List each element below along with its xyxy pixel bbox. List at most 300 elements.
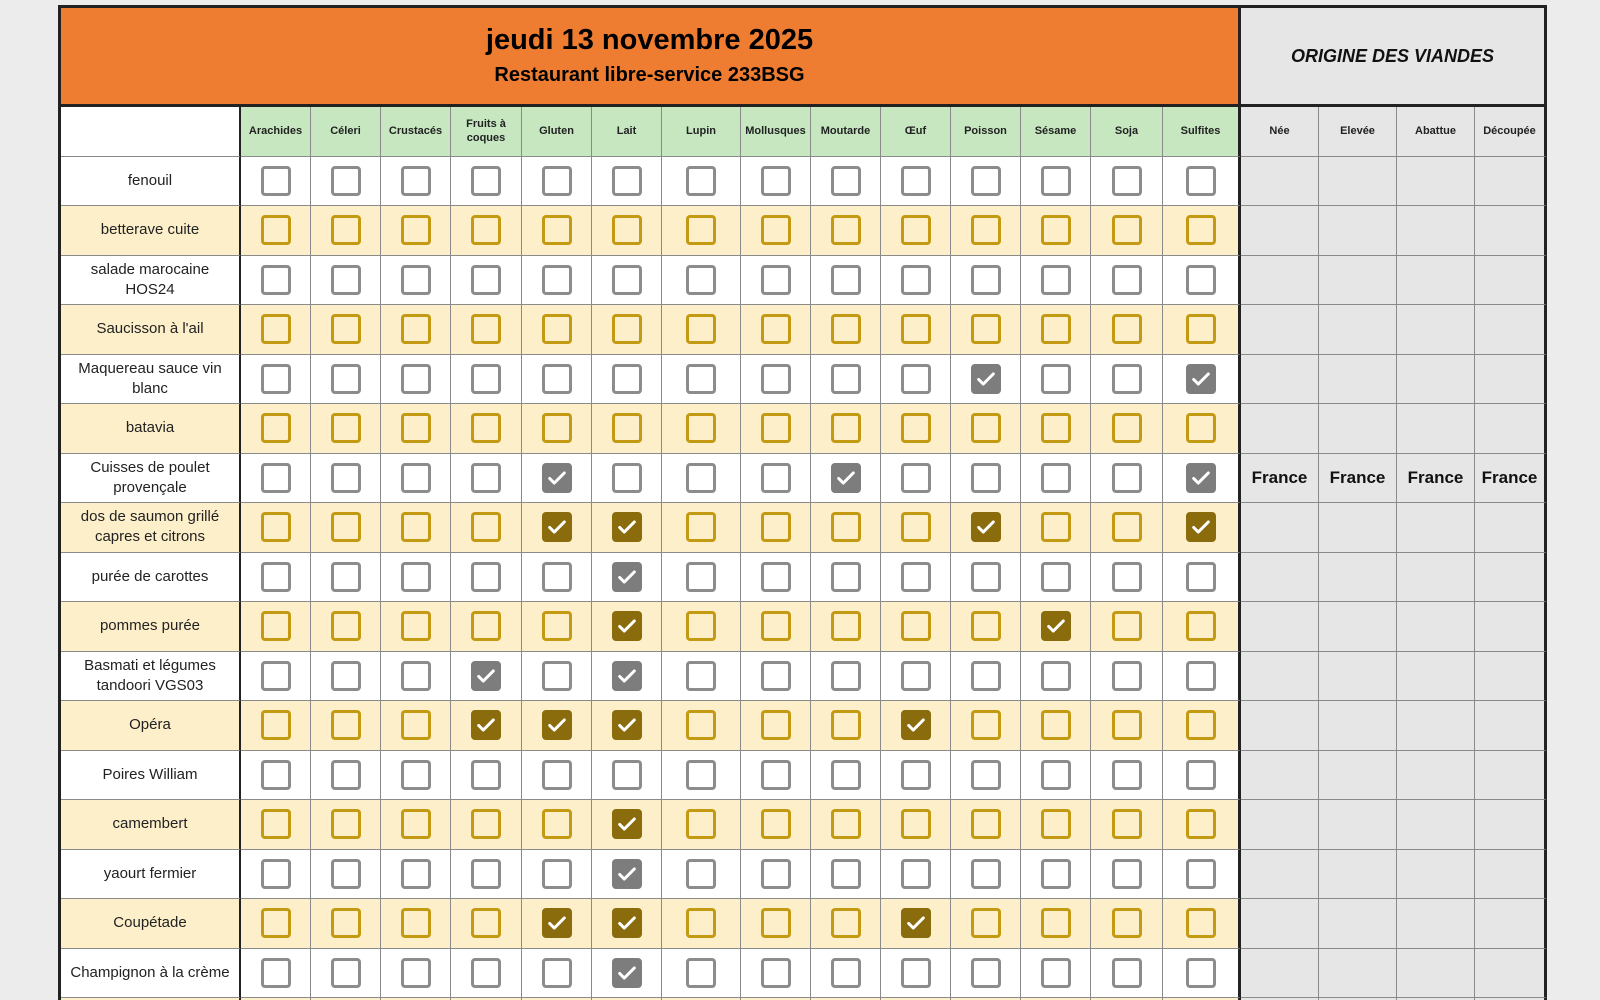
- allergen-checkbox-sesame[interactable]: [1041, 463, 1071, 493]
- allergen-checkbox-gluten[interactable]: [542, 166, 572, 196]
- allergen-checkbox-gluten[interactable]: [542, 859, 572, 889]
- allergen-checkbox-oeuf[interactable]: [901, 364, 931, 394]
- allergen-checkbox-moutarde[interactable]: [831, 215, 861, 245]
- allergen-checkbox-lait[interactable]: [612, 512, 642, 542]
- allergen-checkbox-fruits-a-coques[interactable]: [471, 512, 501, 542]
- allergen-checkbox-gluten[interactable]: [542, 809, 572, 839]
- allergen-checkbox-arachides[interactable]: [261, 908, 291, 938]
- allergen-checkbox-crustaces[interactable]: [401, 661, 431, 691]
- allergen-checkbox-sulfites[interactable]: [1186, 908, 1216, 938]
- origin-cell-abattue: [1397, 899, 1475, 949]
- allergen-checkbox-sesame[interactable]: [1041, 710, 1071, 740]
- allergen-checkbox-soja[interactable]: [1112, 215, 1142, 245]
- allergen-checkbox-oeuf[interactable]: [901, 908, 931, 938]
- allergen-checkbox-oeuf[interactable]: [901, 562, 931, 592]
- allergen-checkbox-fruits-a-coques[interactable]: [471, 908, 501, 938]
- allergen-cell: [241, 652, 311, 702]
- allergen-cell: [522, 652, 592, 702]
- origin-cell-nee: [1241, 850, 1319, 900]
- allergen-cell: [311, 602, 381, 652]
- allergen-checkbox-sesame[interactable]: [1041, 908, 1071, 938]
- allergen-checkbox-lait[interactable]: [612, 661, 642, 691]
- allergen-checkbox-crustaces[interactable]: [401, 265, 431, 295]
- allergen-checkbox-arachides[interactable]: [261, 661, 291, 691]
- allergen-checkbox-sulfites[interactable]: [1186, 364, 1216, 394]
- allergen-checkbox-soja[interactable]: [1112, 562, 1142, 592]
- allergen-checkbox-gluten[interactable]: [542, 314, 572, 344]
- allergen-checkbox-poisson[interactable]: [971, 562, 1001, 592]
- allergen-checkbox-mollusques[interactable]: [761, 859, 791, 889]
- allergen-checkbox-crustaces[interactable]: [401, 760, 431, 790]
- allergen-checkbox-soja[interactable]: [1112, 809, 1142, 839]
- allergen-checkbox-gluten[interactable]: [542, 562, 572, 592]
- allergen-checkbox-lupin[interactable]: [686, 314, 716, 344]
- allergen-checkbox-fruits-a-coques[interactable]: [471, 760, 501, 790]
- allergen-cell: [311, 949, 381, 999]
- allergen-checkbox-gluten[interactable]: [542, 463, 572, 493]
- allergen-cell: [1021, 206, 1091, 256]
- allergen-checkbox-lupin[interactable]: [686, 166, 716, 196]
- allergen-checkbox-mollusques[interactable]: [761, 166, 791, 196]
- allergen-checkbox-poisson[interactable]: [971, 661, 1001, 691]
- allergen-checkbox-gluten[interactable]: [542, 611, 572, 641]
- allergen-checkbox-soja[interactable]: [1112, 463, 1142, 493]
- allergen-checkbox-fruits-a-coques[interactable]: [471, 661, 501, 691]
- allergen-checkbox-celeri[interactable]: [331, 413, 361, 443]
- allergen-checkbox-oeuf[interactable]: [901, 463, 931, 493]
- allergen-cell: [311, 751, 381, 801]
- allergen-cell: [381, 701, 451, 751]
- allergen-checkbox-fruits-a-coques[interactable]: [471, 958, 501, 988]
- allergen-checkbox-arachides[interactable]: [261, 611, 291, 641]
- allergen-checkbox-soja[interactable]: [1112, 166, 1142, 196]
- origin-cell-elevee: [1319, 701, 1397, 751]
- allergen-checkbox-fruits-a-coques[interactable]: [471, 265, 501, 295]
- allergen-checkbox-sesame[interactable]: [1041, 166, 1071, 196]
- allergen-checkbox-crustaces[interactable]: [401, 314, 431, 344]
- allergen-checkbox-lait[interactable]: [612, 413, 642, 443]
- allergen-checkbox-moutarde[interactable]: [831, 562, 861, 592]
- allergen-checkbox-sulfites[interactable]: [1186, 710, 1216, 740]
- allergen-checkbox-sesame[interactable]: [1041, 809, 1071, 839]
- allergen-checkbox-moutarde[interactable]: [831, 413, 861, 443]
- allergen-checkbox-poisson[interactable]: [971, 809, 1001, 839]
- allergen-cell: [1091, 751, 1163, 801]
- allergen-checkbox-sulfites[interactable]: [1186, 413, 1216, 443]
- allergen-checkbox-moutarde[interactable]: [831, 265, 861, 295]
- allergen-cell: [741, 553, 811, 603]
- allergen-checkbox-oeuf[interactable]: [901, 809, 931, 839]
- origin-cell-nee: [1241, 503, 1319, 553]
- allergen-checkbox-mollusques[interactable]: [761, 265, 791, 295]
- allergen-checkbox-arachides[interactable]: [261, 710, 291, 740]
- allergen-checkbox-lupin[interactable]: [686, 908, 716, 938]
- allergen-checkbox-celeri[interactable]: [331, 215, 361, 245]
- allergen-checkbox-lupin[interactable]: [686, 661, 716, 691]
- allergen-checkbox-sesame[interactable]: [1041, 859, 1071, 889]
- allergen-checkbox-lait[interactable]: [612, 364, 642, 394]
- allergen-checkbox-crustaces[interactable]: [401, 562, 431, 592]
- allergen-checkbox-mollusques[interactable]: [761, 413, 791, 443]
- allergen-cell: [451, 503, 522, 553]
- origin-cell-abattue: [1397, 305, 1475, 355]
- allergen-checkbox-moutarde[interactable]: [831, 958, 861, 988]
- allergen-checkbox-crustaces[interactable]: [401, 611, 431, 641]
- allergen-checkbox-arachides[interactable]: [261, 413, 291, 443]
- allergen-checkbox-lupin[interactable]: [686, 265, 716, 295]
- allergen-checkbox-oeuf[interactable]: [901, 215, 931, 245]
- allergen-checkbox-poisson[interactable]: [971, 512, 1001, 542]
- title-banner: [61, 8, 1241, 107]
- allergen-checkbox-moutarde[interactable]: [831, 463, 861, 493]
- allergen-checkbox-mollusques[interactable]: [761, 463, 791, 493]
- allergen-checkbox-gluten[interactable]: [542, 512, 572, 542]
- allergen-checkbox-arachides[interactable]: [261, 364, 291, 394]
- dish-name: Maquereau sauce vin blanc: [61, 355, 241, 405]
- allergen-checkbox-fruits-a-coques[interactable]: [471, 364, 501, 394]
- allergen-checkbox-fruits-a-coques[interactable]: [471, 314, 501, 344]
- allergen-checkbox-sesame[interactable]: [1041, 562, 1071, 592]
- allergen-cell: [662, 404, 741, 454]
- allergen-checkbox-gluten[interactable]: [542, 661, 572, 691]
- allergen-checkbox-gluten[interactable]: [542, 265, 572, 295]
- allergen-checkbox-moutarde[interactable]: [831, 859, 861, 889]
- allergen-checkbox-celeri[interactable]: [331, 958, 361, 988]
- allergen-checkbox-sesame[interactable]: [1041, 512, 1071, 542]
- allergen-cell: [451, 701, 522, 751]
- allergen-checkbox-oeuf[interactable]: [901, 611, 931, 641]
- allergen-checkbox-mollusques[interactable]: [761, 611, 791, 641]
- allergen-checkbox-fruits-a-coques[interactable]: [471, 809, 501, 839]
- allergen-cell: [662, 701, 741, 751]
- allergen-cell: [881, 256, 951, 306]
- allergen-checkbox-arachides[interactable]: [261, 314, 291, 344]
- allergen-checkbox-mollusques[interactable]: [761, 908, 791, 938]
- allergen-checkbox-oeuf[interactable]: [901, 314, 931, 344]
- allergen-checkbox-lait[interactable]: [612, 760, 642, 790]
- allergen-cell: [662, 602, 741, 652]
- origin-cell-decoupee: [1475, 206, 1547, 256]
- allergen-checkbox-lait[interactable]: [612, 908, 642, 938]
- allergen-checkbox-gluten[interactable]: [542, 364, 572, 394]
- allergen-checkbox-lait[interactable]: [612, 562, 642, 592]
- allergen-checkbox-lupin[interactable]: [686, 710, 716, 740]
- allergen-header-moutarde: Moutarde: [811, 107, 881, 157]
- allergen-checkbox-celeri[interactable]: [331, 463, 361, 493]
- allergen-cell: [1091, 850, 1163, 900]
- allergen-checkbox-mollusques[interactable]: [761, 215, 791, 245]
- allergen-checkbox-lupin[interactable]: [686, 215, 716, 245]
- allergen-checkbox-lait[interactable]: [612, 463, 642, 493]
- allergen-checkbox-mollusques[interactable]: [761, 661, 791, 691]
- allergen-cell: [451, 256, 522, 306]
- allergen-checkbox-lait[interactable]: [612, 611, 642, 641]
- allergen-checkbox-crustaces[interactable]: [401, 512, 431, 542]
- allergen-checkbox-arachides[interactable]: [261, 215, 291, 245]
- allergen-checkbox-sulfites[interactable]: [1186, 215, 1216, 245]
- allergen-checkbox-crustaces[interactable]: [401, 364, 431, 394]
- allergen-checkbox-sesame[interactable]: [1041, 958, 1071, 988]
- allergen-checkbox-sesame[interactable]: [1041, 265, 1071, 295]
- allergen-checkbox-crustaces[interactable]: [401, 463, 431, 493]
- allergen-checkbox-oeuf[interactable]: [901, 760, 931, 790]
- allergen-checkbox-fruits-a-coques[interactable]: [471, 215, 501, 245]
- allergen-cell: [662, 355, 741, 405]
- allergen-checkbox-soja[interactable]: [1112, 958, 1142, 988]
- allergen-checkbox-poisson[interactable]: [971, 413, 1001, 443]
- allergen-checkbox-poisson[interactable]: [971, 611, 1001, 641]
- allergen-checkbox-moutarde[interactable]: [831, 809, 861, 839]
- allergen-checkbox-lait[interactable]: [612, 958, 642, 988]
- allergen-header-lupin: Lupin: [662, 107, 741, 157]
- allergen-checkbox-sulfites[interactable]: [1186, 562, 1216, 592]
- allergen-checkbox-sesame[interactable]: [1041, 760, 1071, 790]
- allergen-header-poisson: Poisson: [951, 107, 1021, 157]
- allergen-cell: [662, 157, 741, 207]
- allergen-checkbox-celeri[interactable]: [331, 908, 361, 938]
- allergen-checkbox-crustaces[interactable]: [401, 710, 431, 740]
- allergen-checkbox-lait[interactable]: [612, 314, 642, 344]
- allergen-checkbox-gluten[interactable]: [542, 215, 572, 245]
- allergen-cell: [1091, 949, 1163, 999]
- allergen-cell: [592, 899, 662, 949]
- allergen-checkbox-lupin[interactable]: [686, 958, 716, 988]
- allergen-checkbox-moutarde[interactable]: [831, 908, 861, 938]
- allergen-cell: [381, 949, 451, 999]
- allergen-checkbox-moutarde[interactable]: [831, 512, 861, 542]
- allergen-checkbox-crustaces[interactable]: [401, 215, 431, 245]
- allergen-checkbox-lait[interactable]: [612, 166, 642, 196]
- allergen-checkbox-arachides[interactable]: [261, 760, 291, 790]
- allergen-cell: [811, 503, 881, 553]
- allergen-checkbox-sulfites[interactable]: [1186, 265, 1216, 295]
- allergen-checkbox-soja[interactable]: [1112, 265, 1142, 295]
- allergen-checkbox-fruits-a-coques[interactable]: [471, 166, 501, 196]
- allergen-checkbox-sesame[interactable]: [1041, 661, 1071, 691]
- allergen-checkbox-arachides[interactable]: [261, 512, 291, 542]
- allergen-checkbox-soja[interactable]: [1112, 710, 1142, 740]
- allergen-checkbox-poisson[interactable]: [971, 265, 1001, 295]
- allergen-checkbox-oeuf[interactable]: [901, 958, 931, 988]
- allergen-checkbox-celeri[interactable]: [331, 314, 361, 344]
- allergen-cell: [1163, 305, 1241, 355]
- allergen-checkbox-moutarde[interactable]: [831, 710, 861, 740]
- allergen-cell: [592, 256, 662, 306]
- allergen-checkbox-fruits-a-coques[interactable]: [471, 710, 501, 740]
- allergen-checkbox-arachides[interactable]: [261, 859, 291, 889]
- allergen-checkbox-soja[interactable]: [1112, 760, 1142, 790]
- allergen-cell: [741, 602, 811, 652]
- allergen-checkbox-celeri[interactable]: [331, 512, 361, 542]
- allergen-checkbox-lupin[interactable]: [686, 760, 716, 790]
- allergen-checkbox-soja[interactable]: [1112, 364, 1142, 394]
- allergen-checkbox-sulfites[interactable]: [1186, 611, 1216, 641]
- allergen-checkbox-crustaces[interactable]: [401, 413, 431, 443]
- allergen-checkbox-fruits-a-coques[interactable]: [471, 611, 501, 641]
- allergen-checkbox-poisson[interactable]: [971, 710, 1001, 740]
- allergen-checkbox-soja[interactable]: [1112, 413, 1142, 443]
- allergen-checkbox-oeuf[interactable]: [901, 265, 931, 295]
- allergen-checkbox-celeri[interactable]: [331, 760, 361, 790]
- allergen-checkbox-sulfites[interactable]: [1186, 760, 1216, 790]
- allergen-checkbox-oeuf[interactable]: [901, 710, 931, 740]
- allergen-cell: [522, 256, 592, 306]
- allergen-checkbox-celeri[interactable]: [331, 710, 361, 740]
- allergen-checkbox-lupin[interactable]: [686, 562, 716, 592]
- allergen-checkbox-moutarde[interactable]: [831, 166, 861, 196]
- allergen-checkbox-soja[interactable]: [1112, 908, 1142, 938]
- allergen-checkbox-arachides[interactable]: [261, 809, 291, 839]
- allergen-checkbox-mollusques[interactable]: [761, 562, 791, 592]
- allergen-checkbox-sulfites[interactable]: [1186, 661, 1216, 691]
- allergen-checkbox-celeri[interactable]: [331, 661, 361, 691]
- allergen-cell: [1091, 305, 1163, 355]
- allergen-cell: [1163, 800, 1241, 850]
- allergen-checkbox-poisson[interactable]: [971, 215, 1001, 245]
- allergen-checkbox-gluten[interactable]: [542, 908, 572, 938]
- allergen-cell: [662, 305, 741, 355]
- allergen-checkbox-mollusques[interactable]: [761, 809, 791, 839]
- origin-cell-elevee: France: [1319, 454, 1397, 504]
- allergen-checkbox-fruits-a-coques[interactable]: [471, 413, 501, 443]
- allergen-checkbox-moutarde[interactable]: [831, 364, 861, 394]
- allergen-checkbox-sesame[interactable]: [1041, 413, 1071, 443]
- allergen-checkbox-crustaces[interactable]: [401, 908, 431, 938]
- allergen-checkbox-sesame[interactable]: [1041, 364, 1071, 394]
- allergen-checkbox-sulfites[interactable]: [1186, 859, 1216, 889]
- allergen-checkbox-lait[interactable]: [612, 859, 642, 889]
- allergen-checkbox-poisson[interactable]: [971, 859, 1001, 889]
- allergen-checkbox-oeuf[interactable]: [901, 512, 931, 542]
- allergen-checkbox-lait[interactable]: [612, 265, 642, 295]
- allergen-checkbox-moutarde[interactable]: [831, 661, 861, 691]
- allergen-checkbox-mollusques[interactable]: [761, 314, 791, 344]
- allergen-checkbox-poisson[interactable]: [971, 908, 1001, 938]
- allergen-checkbox-oeuf[interactable]: [901, 859, 931, 889]
- allergen-checkbox-moutarde[interactable]: [831, 314, 861, 344]
- allergen-checkbox-poisson[interactable]: [971, 166, 1001, 196]
- allergen-checkbox-soja[interactable]: [1112, 611, 1142, 641]
- allergen-checkbox-gluten[interactable]: [542, 413, 572, 443]
- allergen-checkbox-crustaces[interactable]: [401, 859, 431, 889]
- allergen-checkbox-sulfites[interactable]: [1186, 463, 1216, 493]
- allergen-checkbox-soja[interactable]: [1112, 314, 1142, 344]
- allergen-cell: [241, 157, 311, 207]
- allergen-checkbox-poisson[interactable]: [971, 463, 1001, 493]
- allergen-checkbox-celeri[interactable]: [331, 166, 361, 196]
- allergen-checkbox-celeri[interactable]: [331, 364, 361, 394]
- allergen-checkbox-lait[interactable]: [612, 215, 642, 245]
- allergen-checkbox-lupin[interactable]: [686, 413, 716, 443]
- allergen-checkbox-sulfites[interactable]: [1186, 314, 1216, 344]
- allergen-cell: [592, 206, 662, 256]
- allergen-checkbox-arachides[interactable]: [261, 166, 291, 196]
- allergen-checkbox-celeri[interactable]: [331, 611, 361, 641]
- allergen-checkbox-sulfites[interactable]: [1186, 166, 1216, 196]
- allergen-checkbox-celeri[interactable]: [331, 859, 361, 889]
- allergen-cell: [741, 206, 811, 256]
- allergen-cell: [241, 256, 311, 306]
- allergen-checkbox-crustaces[interactable]: [401, 958, 431, 988]
- allergen-checkbox-mollusques[interactable]: [761, 364, 791, 394]
- allergen-checkbox-fruits-a-coques[interactable]: [471, 859, 501, 889]
- allergen-checkbox-fruits-a-coques[interactable]: [471, 562, 501, 592]
- allergen-checkbox-poisson[interactable]: [971, 314, 1001, 344]
- allergen-checkbox-mollusques[interactable]: [761, 512, 791, 542]
- checkmark-icon: [616, 516, 638, 538]
- allergen-checkbox-mollusques[interactable]: [761, 710, 791, 740]
- allergen-cell: [811, 157, 881, 207]
- dish-name: fenouil: [61, 157, 241, 207]
- allergen-cell: [451, 454, 522, 504]
- allergen-cell: [592, 751, 662, 801]
- allergen-checkbox-sulfites[interactable]: [1186, 512, 1216, 542]
- allergen-checkbox-arachides[interactable]: [261, 562, 291, 592]
- allergen-checkbox-fruits-a-coques[interactable]: [471, 463, 501, 493]
- allergen-checkbox-soja[interactable]: [1112, 661, 1142, 691]
- allergen-checkbox-arachides[interactable]: [261, 265, 291, 295]
- allergen-checkbox-celeri[interactable]: [331, 809, 361, 839]
- allergen-cell: [1091, 157, 1163, 207]
- allergen-cell: [1163, 256, 1241, 306]
- allergen-checkbox-sesame[interactable]: [1041, 314, 1071, 344]
- allergen-checkbox-sulfites[interactable]: [1186, 958, 1216, 988]
- allergen-checkbox-lupin[interactable]: [686, 611, 716, 641]
- allergen-checkbox-sesame[interactable]: [1041, 215, 1071, 245]
- allergen-checkbox-gluten[interactable]: [542, 710, 572, 740]
- allergen-checkbox-crustaces[interactable]: [401, 809, 431, 839]
- allergen-checkbox-sulfites[interactable]: [1186, 809, 1216, 839]
- allergen-checkbox-arachides[interactable]: [261, 958, 291, 988]
- allergen-checkbox-lupin[interactable]: [686, 859, 716, 889]
- allergen-cell: [1163, 553, 1241, 603]
- allergen-checkbox-lupin[interactable]: [686, 364, 716, 394]
- dish-name: betterave cuite: [61, 206, 241, 256]
- allergen-checkbox-moutarde[interactable]: [831, 611, 861, 641]
- allergen-checkbox-arachides[interactable]: [261, 463, 291, 493]
- allergen-checkbox-mollusques[interactable]: [761, 958, 791, 988]
- allergen-checkbox-oeuf[interactable]: [901, 166, 931, 196]
- allergen-checkbox-gluten[interactable]: [542, 958, 572, 988]
- allergen-checkbox-poisson[interactable]: [971, 364, 1001, 394]
- allergen-checkbox-moutarde[interactable]: [831, 760, 861, 790]
- allergen-cell: [592, 454, 662, 504]
- allergen-checkbox-celeri[interactable]: [331, 265, 361, 295]
- allergen-checkbox-mollusques[interactable]: [761, 760, 791, 790]
- allergen-cell: [951, 404, 1021, 454]
- allergen-cell: [241, 404, 311, 454]
- allergen-checkbox-lait[interactable]: [612, 710, 642, 740]
- allergen-checkbox-lupin[interactable]: [686, 463, 716, 493]
- allergen-checkbox-poisson[interactable]: [971, 760, 1001, 790]
- allergen-checkbox-lupin[interactable]: [686, 512, 716, 542]
- allergen-checkbox-oeuf[interactable]: [901, 661, 931, 691]
- allergen-checkbox-gluten[interactable]: [542, 760, 572, 790]
- allergen-checkbox-soja[interactable]: [1112, 859, 1142, 889]
- allergen-cell: [311, 355, 381, 405]
- allergen-checkbox-soja[interactable]: [1112, 512, 1142, 542]
- allergen-checkbox-oeuf[interactable]: [901, 413, 931, 443]
- allergen-checkbox-poisson[interactable]: [971, 958, 1001, 988]
- allergen-checkbox-lait[interactable]: [612, 809, 642, 839]
- allergen-checkbox-sesame[interactable]: [1041, 611, 1071, 641]
- allergen-checkbox-crustaces[interactable]: [401, 166, 431, 196]
- allergen-checkbox-celeri[interactable]: [331, 562, 361, 592]
- origin-cell-elevee: [1319, 899, 1397, 949]
- allergen-cell: [451, 305, 522, 355]
- allergen-checkbox-lupin[interactable]: [686, 809, 716, 839]
- checkmark-icon: [1190, 516, 1212, 538]
